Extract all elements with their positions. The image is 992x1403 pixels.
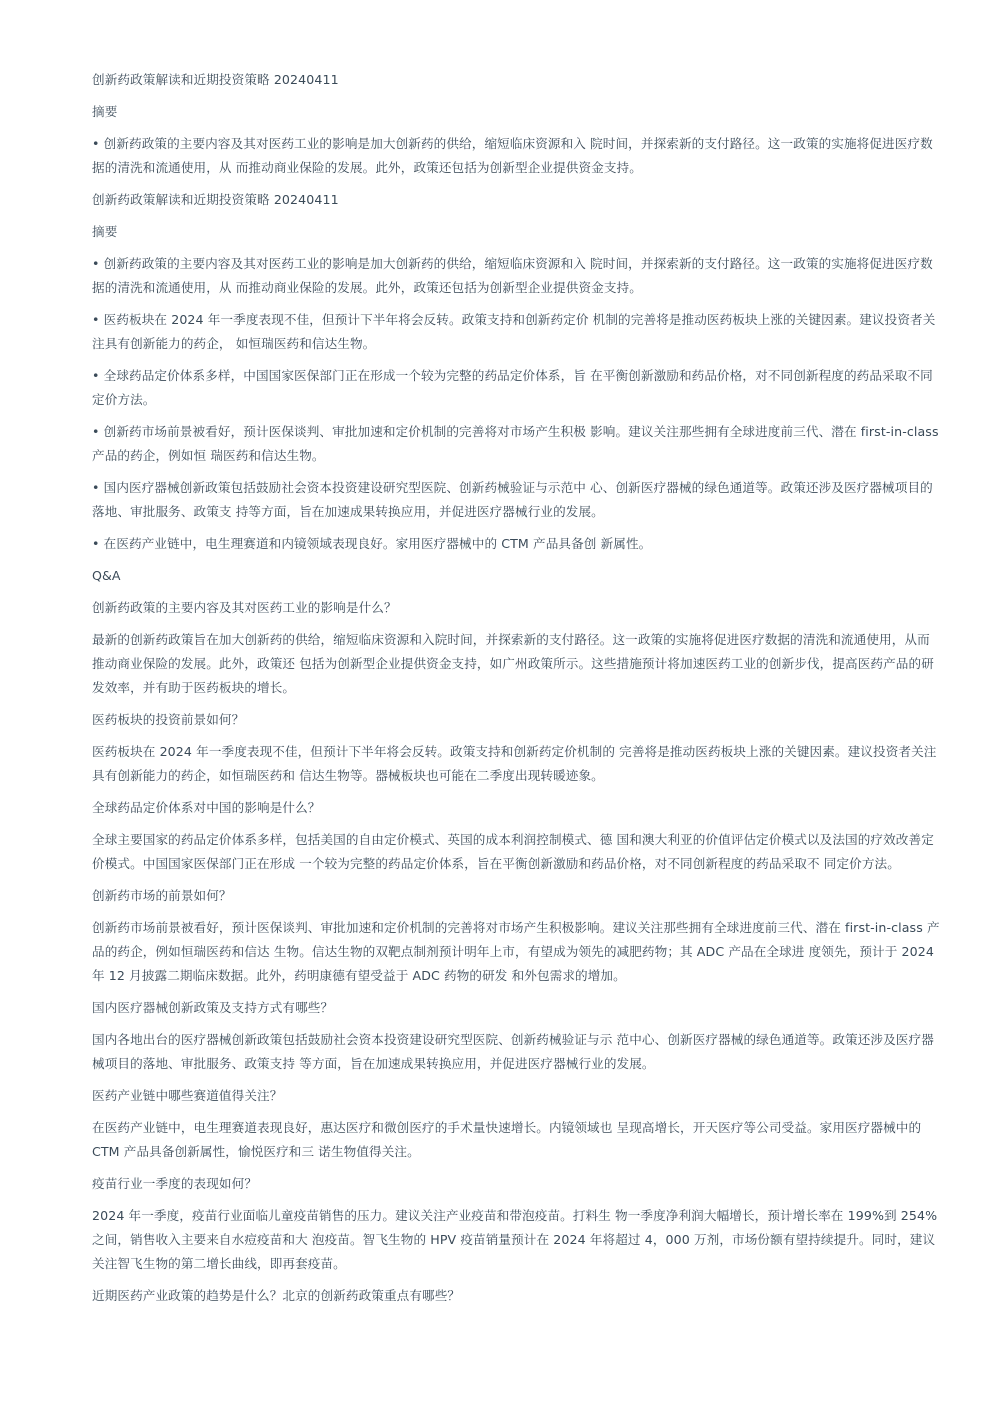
doc-title: 创新药政策解读和近期投资策略 20240411: [92, 72, 339, 87]
summary-bullet: • 国内医疗器械创新政策包括鼓励社会资本投资建设研究型医院、创新药械验证与示范中 心、创新医疗器械的绿色通道等。政策还涉及医疗器械项目的落地、审批服务、政策支 持等方面，旨在加速成果转换应用，并促进医疗器械行业的发展。: [92, 480, 933, 519]
qa-question: 创新药市场的前景如何？: [92, 888, 232, 903]
qa-answer: 全球主要国家的药品定价体系多样，包括美国的自由定价模式、英国的成本利润控制模式、德 国和澳大利亚的价值评估定价模式以及法国的疗效改善定价模式。中国国家医保部门正在形成 一个较为完整的药品定价体系，旨在平衡创新激励和药品价格，对不同创新程度的药品采取不 同定价方法。: [92, 832, 934, 871]
summary-bullet: • 在医药产业链中，电生理赛道和内镜领域表现良好。家用医疗器械中的 CTM 产品具备创 新属性。: [92, 536, 652, 551]
qa-answer: 创新药市场前景被看好，预计医保谈判、审批加速和定价机制的完善将对市场产生积极影响。建议关注那些拥有全球进度前三代、潜在 first-in-class 产品的药企，例如恒瑞医药和信达 生物。信达生物的双靶点制剂预计明年上市，有望成为领先的减肥药物；其 ADC 产品在全球进 度领先，预计于 2024 年 12 月披露二期临床数据。此外，药明康德有望受益于 ADC 药物的研发 和外包需求的增加。: [92, 920, 940, 983]
qa-answer: 2024 年一季度，疫苗行业面临儿童疫苗销售的压力。建议关注产业疫苗和带泡疫苗。打料生 物一季度净利润大幅增长，预计增长率在 199%到 254%之间，销售收入主要来自水痘疫苗和大 泡疫苗。智飞生物的 HPV 疫苗销量预计在 2024 年将超过 4，000 万剂，市场份额有望持续提升。同时，建议关注智飞生物的第二增长曲线，即再套疫苗。: [92, 1208, 938, 1271]
qa-answer: 医药板块在 2024 年一季度表现不佳，但预计下半年将会反转。政策支持和创新药定价机制的 完善将是推动医药板块上涨的关键因素。建议投资者关注具有创新能力的药企，如恒瑞医药和 信达生物等。器械板块也可能在二季度出现转暖迹象。: [92, 744, 937, 783]
qa-question: 国内医疗器械创新政策及支持方式有哪些？: [92, 1000, 334, 1015]
summary-bullet: • 医药板块在 2024 年一季度表现不佳，但预计下半年将会反转。政策支持和创新药定价 机制的完善将是推动医药板块上涨的关键因素。建议投资者关注具有创新能力的药企， 如恒瑞医药和信达生物。: [92, 312, 936, 351]
summary-bullet: • 创新药市场前景被看好，预计医保谈判、审批加速和定价机制的完善将对市场产生积极 影响。建议关注那些拥有全球进度前三代、潜在 first-in-class 产品的药企，例如恒 瑞医药和信达生物。: [92, 424, 939, 463]
qa-question: 创新药政策的主要内容及其对医药工业的影响是什么？: [92, 600, 397, 615]
summary-bullet: • 创新药政策的主要内容及其对医药工业的影响是加大创新药的供给，缩短临床资源和入 院时间，并探索新的支付路径。这一政策的实施将促进医疗数据的清洗和流通使用，从 而推动商业保险的发展。此外，政策还包括为创新型企业提供资金支持。: [92, 256, 933, 295]
document-page: [92, 68, 942, 1316]
qa-question: 医药产业链中哪些赛道值得关注？: [92, 1088, 283, 1103]
qa-answer: 国内各地出台的医疗器械创新政策包括鼓励社会资本投资建设研究型医院、创新药械验证与示 范中心、创新医疗器械的绿色通道等。政策还涉及医疗器 械项目的落地、审批服务、政策支持 等方面，旨在加速成果转换应用，并促进医疗器械行业的发展。: [92, 1032, 934, 1071]
qa-question: 全球药品定价体系对中国的影响是什么？: [92, 800, 321, 815]
summary-label-repeat: 摘要: [92, 224, 118, 239]
qa-answer: 在医药产业链中，电生理赛道表现良好，惠达医疗和微创医疗的手术量快速增长。内镜领域也 呈现高增长，开天医疗等公司受益。家用医疗器械中的 CTM 产品具备创新属性，愉悦医疗和三 诺生物值得关注。: [92, 1120, 922, 1159]
summary-intro-paragraph: • 创新药政策的主要内容及其对医药工业的影响是加大创新药的供给，缩短临床资源和入 院时间，并探索新的支付路径。这一政策的实施将促进医疗数据的清洗和流通使用，从 而推动商业保险的发展。此外，政策还包括为创新型企业提供资金支持。: [92, 136, 933, 175]
qa-heading: Q&A: [92, 568, 121, 583]
summary-bullet: • 全球药品定价体系多样，中国国家医保部门正在形成一个较为完整的药品定价体系，旨 在平衡创新激励和药品价格，对不同创新程度的药品采取不同定价方法。: [92, 368, 933, 407]
qa-answer: 最新的创新药政策旨在加大创新药的供给，缩短临床资源和入院时间，并探索新的支付路径。这一政策的实施将促进医疗数据的清洗和流通使用，从而推动商业保险的发展。此外，政策还 包括为创新型企业提供资金支持，如广州政策所示。这些措施预计将加速医药工业的创新步伐，提高医药产品的研发效率，并有助于医药板块的增长。: [92, 632, 934, 695]
qa-question: 近期医药产业政策的趋势是什么？北京的创新药政策重点有哪些？: [92, 1288, 461, 1303]
qa-question: 疫苗行业一季度的表现如何？: [92, 1176, 258, 1191]
summary-label: 摘要: [92, 104, 118, 119]
doc-title-repeat: 创新药政策解读和近期投资策略 20240411: [92, 192, 339, 207]
qa-question: 医药板块的投资前景如何？: [92, 712, 245, 727]
